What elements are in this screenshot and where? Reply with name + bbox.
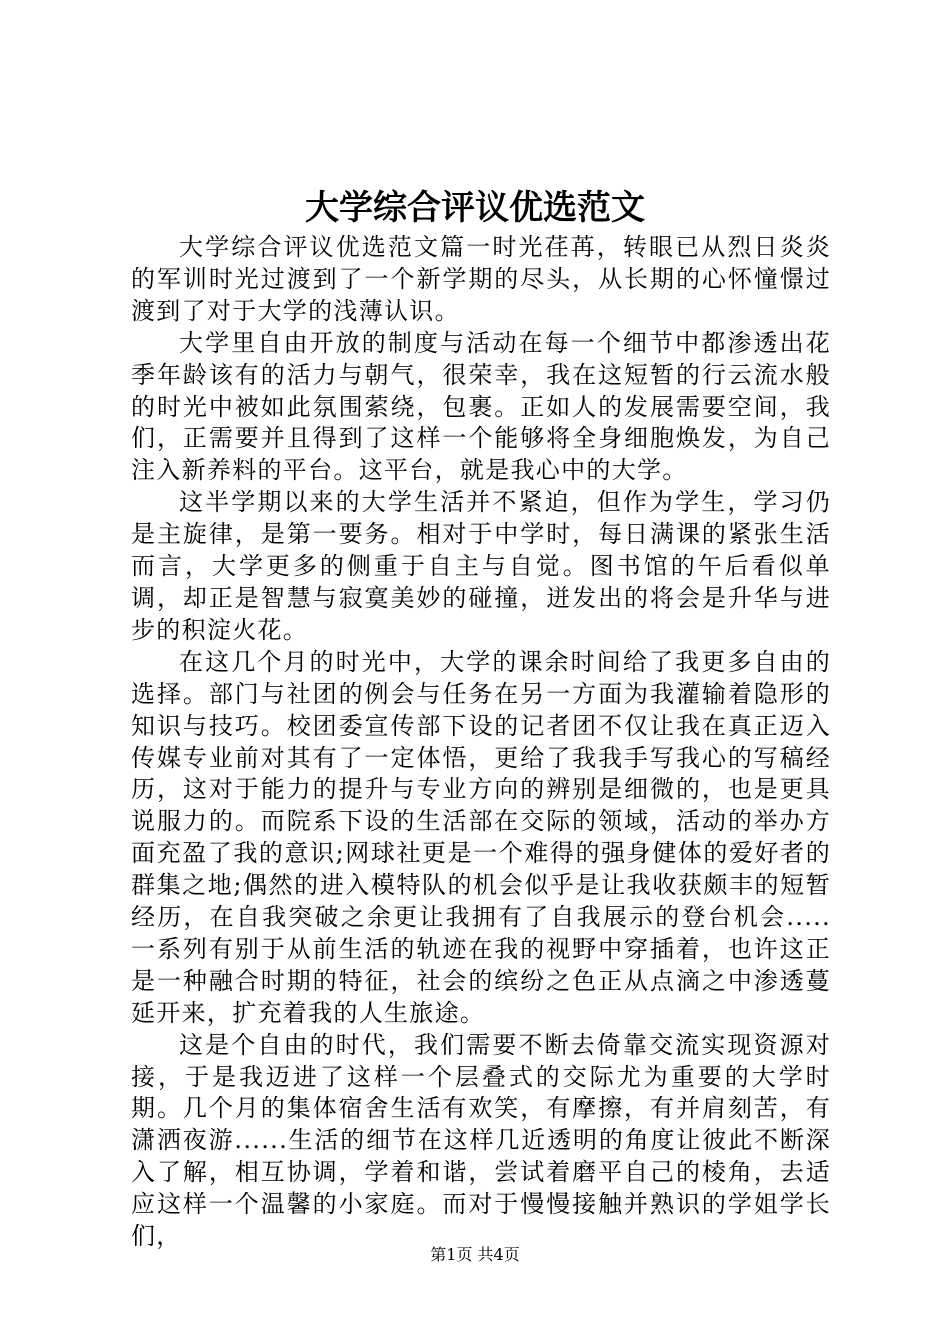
paragraph-5: 这是个自由的时代，我们需要不断去倚靠交流实现资源对接，于是我迈进了这样一个层叠式的交际尤为重要的大学时期。几个月的集体宿舍生活有欢笑，有摩擦，有并肩刻苦，有潇洒夜游......生活的细节在这样几近透明的角度让彼此不断深入了解，相互协调，学着和谐，尝试着磨平自己的棱角，去适应这样一个温馨的小家庭。而对于慢慢接触并熟识的学姐学长们，: [131, 1030, 831, 1251]
page-title: 大学综合评议优选范文: [305, 188, 645, 228]
paragraph-3: 这半学期以来的大学生活并不紧迫，但作为学生，学习仍是主旋律，是第一要务。相对于中学时，每日满课的紧张生活而言，大学更多的侧重于自主与自觉。图书馆的午后看似单调，却正是智慧与寂寞美妙的碰撞，迸发出的将会是升华与进步的积淀火花。: [131, 488, 831, 644]
paragraph-1: 大学综合评议优选范文篇一时光荏苒，转眼已从烈日炎炎的军训时光过渡到了一个新学期的尽头，从长期的心怀憧憬过渡到了对于大学的浅薄认识。: [131, 233, 831, 325]
page-footer: 第1页 共4页: [430, 1245, 520, 1264]
document-body: [131, 232, 831, 1253]
paragraph-2: 大学里自由开放的制度与活动在每一个细节中都渗透出花季年龄该有的活力与朝气，很荣幸，我在这短暂的行云流水般的时光中被如此氛围萦绕，包裹。正如人的发展需要空间，我们，正需要并且得到了这样一个能够将全身细胞焕发，为自己注入新养料的平台。这平台，就是我心中的大学。: [131, 328, 831, 485]
paragraph-4: 在这几个月的时光中，大学的课余时间给了我更多自由的选择。部门与社团的例会与任务在另一方面为我灌输着隐形的知识与技巧。校团委宣传部下设的记者团不仅让我在真正迈入传媒专业前对其有了一定体悟，更给了我我手写我心的写稿经历，这对于能力的提升与专业方向的辨别是细微的，也是更具说服力的。而院系下设的生活部在交际的领域，活动的举办方面充盈了我的意识;网球社更是一个难得的强身健体的爱好者的群集之地;偶然的进入模特队的机会似乎是让我收获颇丰的短暂经历，在自我突破之余更让我拥有了自我展示的登台机会.....一系列有别于从前生活的轨迹在我的视野中穿插着，也许这正是一种融合时期的特征，社会的缤纷之色正从点滴之中渗透蔓延开来，扩充着我的人生旅途。: [131, 647, 831, 1027]
